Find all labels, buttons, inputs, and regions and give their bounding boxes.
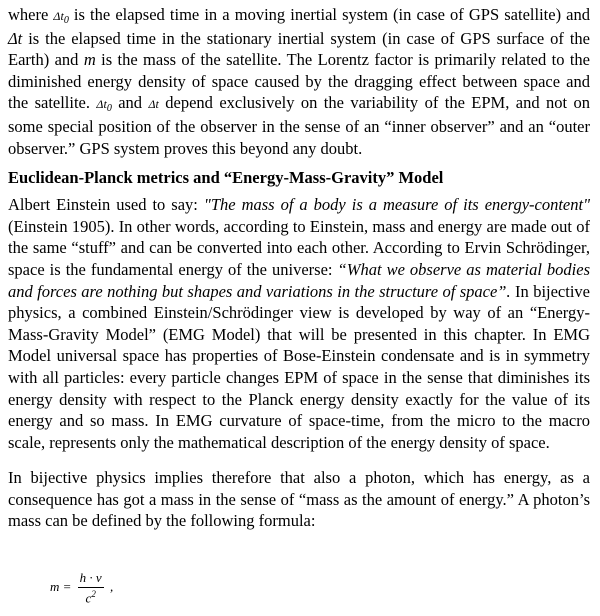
paragraph-gap [8,453,590,467]
text-run: is the elapsed time in a moving inertial system (in case of GPS satellite) and [68,5,590,24]
section-heading: Euclidean-Planck metrics and “Energy-Mass-Gravity” Model [8,168,444,188]
text-run: Albert Einstein used to say: [8,195,204,215]
formula-numerator: h · v [78,570,104,588]
quote-einstein: "The mass of a body is a measure of its energy-content" [203,195,591,215]
math-m: m [83,50,96,70]
formula-lhs: m = [50,579,72,595]
math-delta-t0: $\Delta t_0$ [53,9,69,26]
quote-schrodinger: “What we observe as material bodies and forces are nothing but shapes and variations in the structure of space”. [8,259,591,301]
text-run: is the elapsed time in the stationary inertial system (in case of GPS surface of the Earth) and [8,28,590,70]
formula-tail: , [109,579,114,595]
text-run: is the mass of the satellite. The Lorentz factor is primarily related to the diminished energy density of space caused by the dragging effect between space and the satellite. [8,50,590,113]
text-run: and [111,93,149,113]
text-run: In bijective physics, a combined Einstein/Schrödinger view is developed by way of an “Energy-Mass-Gravity Model” (EMG Model) that will be presented in this chapter. In EMG Model universal space has properties of Bose-Einstein condensate and is in symmetry with all particles: every particle changes EPM of space in the sense that diminishes its energy density with respect to the Planck energy density exactly for the value of its energy and so mass. In EMG curvature of space-time, from the micro to the macro scale, represents only the mathematical description of the energy density of space. [8,281,590,452]
math-delta-t0: $\Delta t_0$ [96,97,112,115]
formula-fraction [78,570,104,606]
text-run: where [8,5,54,24]
math-delta-t: Δt [148,97,159,112]
text-run: (Einstein 1905). In other words, according to Einstein, mass and energy are made out of the same “stuff” and can be converted into each other. According to Ervin Schrödinger, space is the fundamental energy of the universe: [8,216,590,279]
formula-denominator: $c^2$ [85,589,96,606]
text-run: depend exclusively on the variability of the EPM, and not on some special position of the observer in the sense of an “inner observer” and an “outer observer.” GPS system proves this beyond any doubt. [8,93,590,158]
photon-mass-formula [50,570,113,606]
paragraph-emg-model [8,194,590,453]
math-delta-t: Δt [8,28,23,48]
paragraph-gps [8,4,590,159]
paragraph-photon-mass: In bijective physics implies therefore that also a photon, which has energy, as a consequence has got a mass in the sense of “mass as the amount of energy.” A photon’s mass can be defined by the following formula: [8,468,590,531]
